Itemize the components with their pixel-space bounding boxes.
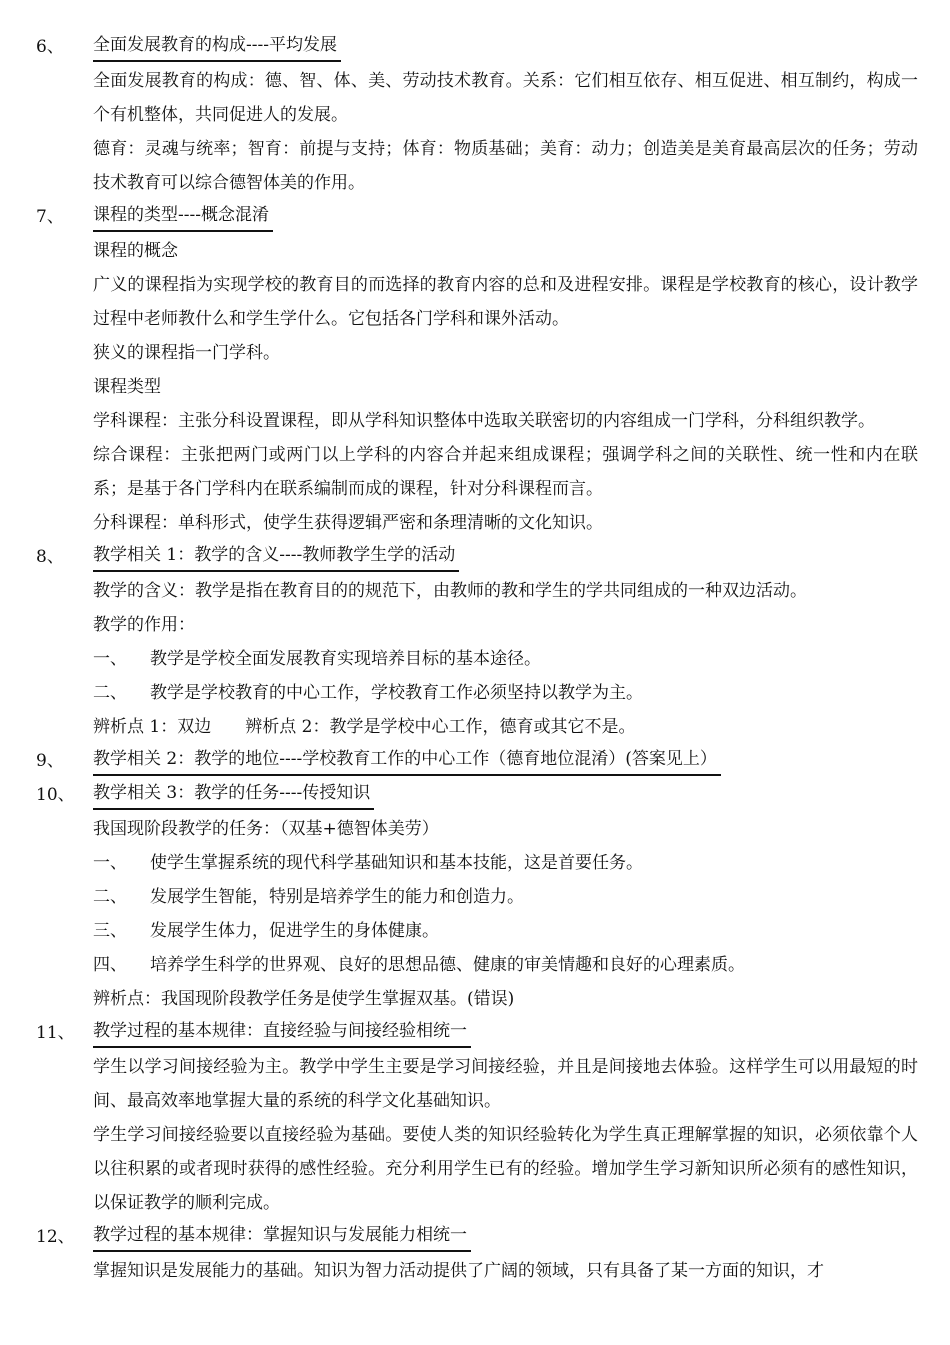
- paragraph: 辨析点：我国现阶段教学任务是使学生掌握双基。(错误): [93, 989, 515, 1009]
- section-title: 教学过程的基本规律：直接经验与间接经验相统一: [93, 1016, 471, 1048]
- section-title: 全面发展教育的构成----平均发展: [93, 30, 341, 62]
- section-title: 教学相关 3：教学的任务----传授知识: [93, 778, 374, 810]
- list-marker: 一、: [93, 649, 127, 669]
- paragraph: 课程类型: [93, 377, 161, 397]
- list-marker: 二、: [93, 683, 127, 703]
- list-item: [0, 880, 950, 914]
- paragraph: 课程的概念: [93, 241, 178, 261]
- section-heading: [0, 200, 950, 234]
- paragraph: 分科课程：单科形式，使学生获得逻辑严密和条理清晰的文化知识。: [93, 513, 603, 533]
- paragraph: 掌握知识是发展能力的基础。知识为智力活动提供了广阔的领域，只有具备了某一方面的知识，才: [93, 1261, 824, 1281]
- list-marker: 二、: [93, 887, 127, 907]
- paragraph: 狭义的课程指一门学科。: [93, 343, 280, 363]
- section-heading: [0, 1016, 950, 1050]
- list-item-text: 培养学生科学的世界观、良好的思想品德、健康的审美情趣和良好的心理素质。: [150, 955, 745, 975]
- paragraph: 全面发展教育的构成：德、智、体、美、劳动技术教育。关系：它们相互依存、相互促进、相互制约，构成一个有机整体，共同促进人的发展。: [93, 71, 918, 125]
- list-marker: 四、: [93, 955, 127, 975]
- list-marker: 三、: [93, 921, 127, 941]
- list-item-text: 教学是学校全面发展教育实现培养目标的基本途径。: [150, 649, 541, 669]
- section-title: 教学相关 2：教学的地位----学校教育工作的中心工作（德育地位混淆）(答案见上）: [93, 744, 721, 776]
- paragraph: 教学的作用：: [93, 615, 195, 635]
- list-item-text: 使学生掌握系统的现代科学基础知识和基本技能，这是首要任务。: [150, 853, 643, 873]
- paragraph: 德育：灵魂与统率；智育：前提与支持；体育：物质基础；美育：动力；创造美是美育最高层次的任务；劳动技术教育可以综合德智体美的作用。: [93, 139, 918, 193]
- paragraph: 学科课程：主张分科设置课程，即从学科知识整体中选取关联密切的内容组成一门学科，分科组织教学。: [93, 411, 875, 431]
- paragraph: 辨析点 1：双边 辨析点 2：教学是学校中心工作，德育或其它不是。: [93, 717, 636, 737]
- section-number: 9、: [36, 751, 64, 771]
- list-item-text: 发展学生智能，特别是培养学生的能力和创造力。: [150, 887, 524, 907]
- list-marker: 一、: [93, 853, 127, 873]
- section-number: 7、: [36, 207, 64, 227]
- section-heading: [0, 540, 950, 574]
- list-item: [0, 914, 950, 948]
- section-heading: [0, 30, 950, 64]
- section-number: 8、: [36, 547, 64, 567]
- paragraph: 教学的含义：教学是指在教育目的的规范下，由教师的教和学生的学共同组成的一种双边活动。: [93, 581, 807, 601]
- section-number: 6、: [36, 37, 64, 57]
- list-item: [0, 846, 950, 880]
- list-item: [0, 642, 950, 676]
- paragraph: 广义的课程指为实现学校的教育目的而选择的教育内容的总和及进程安排。课程是学校教育的核心，设计教学过程中老师教什么和学生学什么。它包括各门学科和课外活动。: [93, 275, 918, 329]
- section-heading: [0, 1220, 950, 1254]
- paragraph: 学生学习间接经验要以直接经验为基础。要使人类的知识经验转化为学生真正理解掌握的知识，必须依靠个人以往积累的或者现时获得的感性经验。充分利用学生已有的经验。增加学生学习新知识所必须有的感性知识，以保证教学的顺利完成。: [93, 1125, 918, 1213]
- paragraph: 我国现阶段教学的任务：（双基+德智体美劳）: [93, 819, 439, 839]
- section-heading: [0, 744, 950, 778]
- paragraph: 学生以学习间接经验为主。教学中学生主要是学习间接经验，并且是间接地去体验。这样学生可以用最短的时间、最高效率地掌握大量的系统的科学文化基础知识。: [93, 1057, 918, 1111]
- section-number: 11、: [36, 1023, 75, 1043]
- section-title: 课程的类型----概念混淆: [93, 200, 273, 232]
- section-title: 教学相关 1：教学的含义----教师教学生学的活动: [93, 540, 459, 572]
- paragraph: 综合课程：主张把两门或两门以上学科的内容合并起来组成课程；强调学科之间的关联性、统一性和内在联系；是基于各门学科内在联系编制而成的课程，针对分科课程而言。: [93, 445, 918, 499]
- section-number: 10、: [36, 785, 75, 805]
- section-heading: [0, 778, 950, 812]
- section-number: 12、: [36, 1227, 75, 1247]
- list-item: [0, 676, 950, 710]
- section-title: 教学过程的基本规律：掌握知识与发展能力相统一: [93, 1220, 471, 1252]
- list-item-text: 发展学生体力，促进学生的身体健康。: [150, 921, 439, 941]
- list-item: [0, 948, 950, 982]
- list-item-text: 教学是学校教育的中心工作，学校教育工作必须坚持以教学为主。: [150, 683, 643, 703]
